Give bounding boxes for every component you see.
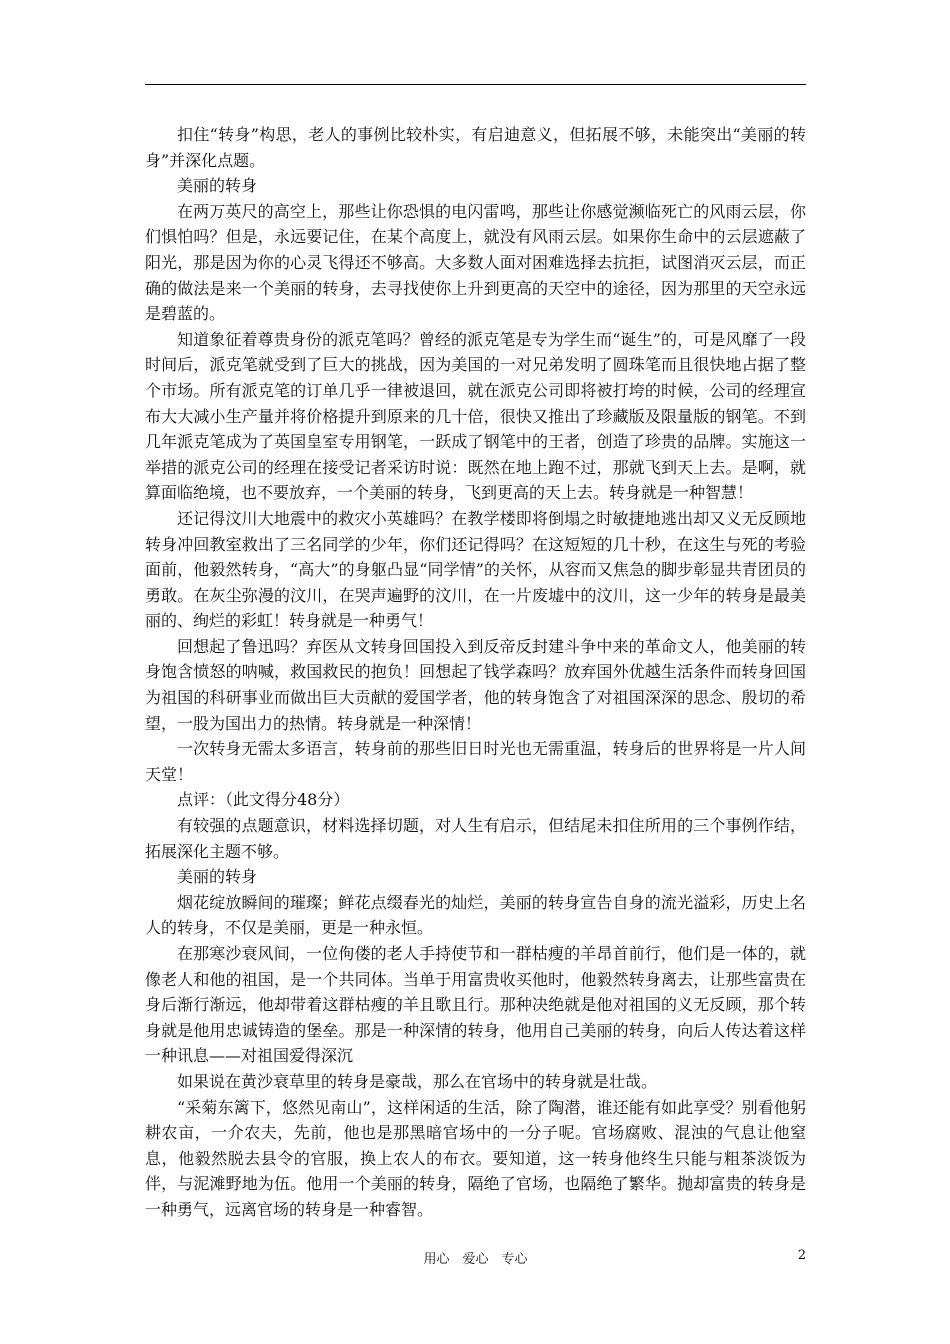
essay-paragraph: 烟花绽放瞬间的璀璨；鲜花点缀春光的灿烂，美丽的转身宣告自身的流光溢彩，历史上名人的转身，不仅是美丽，更是一种永恒。 [145, 892, 806, 938]
essay-paragraph: 一次转身无需太多语言，转身前的那些旧日时光也无需重温，转身后的世界将是一片人间天堂！ [145, 739, 806, 784]
document-body [145, 122, 806, 1223]
essay-paragraph: 还记得汶川大地震中的救灾小英雄吗？在教学楼即将倒塌之时敏捷地逃出却又义无反顾地转身冲回教室救出了三名同学的少年，你们还记得吗？在这短短的几十秒，在这生与死的考验面前，他毅然转身，“高大”的身躯凸显“同学情”的关怀，从容而又焦急的脚步彰显共青团员的勇敢。在灰尘弥漫的汶川，在哭声遍野的汶川，在一片废墟中的汶川，这一少年的转身是最美丽的、绚烂的彩虹！转身就是一种勇气！ [145, 508, 806, 631]
essay-paragraph: 回想起了鲁迅吗？弃医从文转身回国投入到反帝反封建斗争中来的革命文人，他美丽的转身饱含愤怒的呐喊，救国救民的抱负！回想起了钱学森吗？放弃国外优越生活条件而转身回国为祖国的科研事业而做出巨大贡献的爱国学者，他的转身饱含了对祖国深深的思念、殷切的希望，一股为国出力的热情。转身就是一种深情！ [145, 636, 806, 733]
comment-paragraph: 扣住“转身”构思，老人的事例比较朴实，有启迪意义，但拓展不够，未能突出“美丽的转身”并深化点题。 [145, 125, 806, 170]
essay-paragraph: 在两万英尺的高空上，那些让你恐惧的电闪雷鸣，那些让你感觉濒临死亡的风雨云层，你们惧怕吗？但是，永远要记住，在某个高度上，就没有风雨云层。如果你生命中的云层遮蔽了阳光，那是因为你的心灵飞得还不够高。大多数人面对困难选择去抗拒，试图消灭云层，而正确的做法是来一个美丽的转身，去寻找使你上升到更高的天空中的途径，因为那里的天空永远是碧蓝的。 [145, 201, 806, 324]
page-footer [145, 1248, 806, 1272]
essay-paragraph: “采菊东篱下，悠然见南山”，这样闲适的生活，除了陶潜，谁还能有如此享受？别看他躬耕农亩，一介农夫，先前，他也是那黑暗官场中的一分子呢。官场腐败、混浊的气息让他窒息，他毅然脱去县令的官服，换上农人的布衣。要知道，这一转身他终生只能与粗茶淡饭为伴，与泥滩野地为伍。他用一个美丽的转身，隔绝了官场，也隔绝了繁华。抛却富贵的转身是一种勇气，远离官场的转身是一种睿智。 [145, 1097, 806, 1219]
footer-motto: 用心 爱心 专心 [423, 1252, 528, 1267]
essay-title: 美丽的转身 [177, 176, 258, 196]
review-heading: 点评：（此文得分48分） [177, 790, 350, 810]
page-number: 2 [797, 1248, 806, 1263]
essay-paragraph: 在那寒沙衰风间，一位佝偻的老人手持使节和一群枯瘦的羊昂首前行，他们是一体的，就像老人和他的祖国，是一个共同体。当单于用富贵收买他时，他毅然转身离去，让那些富贵在身后渐行渐远，他却带着这群枯瘦的羊且歌且行。那种决绝就是他对祖国的义无反顾，那个转身就是他用忠诚铸造的堡垒。那是一种深情的转身，他用自己美丽的转身，向后人传达着这样一种讯息——对祖国爱得深沉 [145, 944, 806, 1066]
essay-paragraph: 如果说在黄沙衰草里的转身是豪哉，那么在官场中的转身就是壮哉。 [177, 1071, 658, 1091]
essay-title: 美丽的转身 [177, 867, 258, 887]
essay-paragraph: 知道象征着尊贵身份的派克笔吗？曾经的派克笔是专为学生而“诞生”的，可是风靡了一段时间后，派克笔就受到了巨大的挑战，因为美国的一对兄弟发明了圆珠笔而且很快地占据了整个市场。所有派克笔的订单几乎一律被退回，就在派克公司即将被打垮的时候，公司的经理宣布大大减小生产量并将价格提升到原来的几十倍，很快又推出了珍藏版及限量版的钢笔。不到几年派克笔成为了英国皇室专用钢笔，一跃成了钢笔中的王者，创造了珍贵的品牌。实施这一举措的派克公司的经理在接受记者采访时说：既然在地上跑不过，那就飞到天上去。是啊，就算面临绝境，也不要放弃，一个美丽的转身，飞到更高的天上去。转身就是一种智慧！ [145, 329, 806, 503]
comment-paragraph: 有较强的点题意识，材料选择切题，对人生有启示，但结尾未扣住所用的三个事例作结，拓展深化主题不够。 [145, 816, 806, 861]
header-rule [145, 84, 806, 85]
